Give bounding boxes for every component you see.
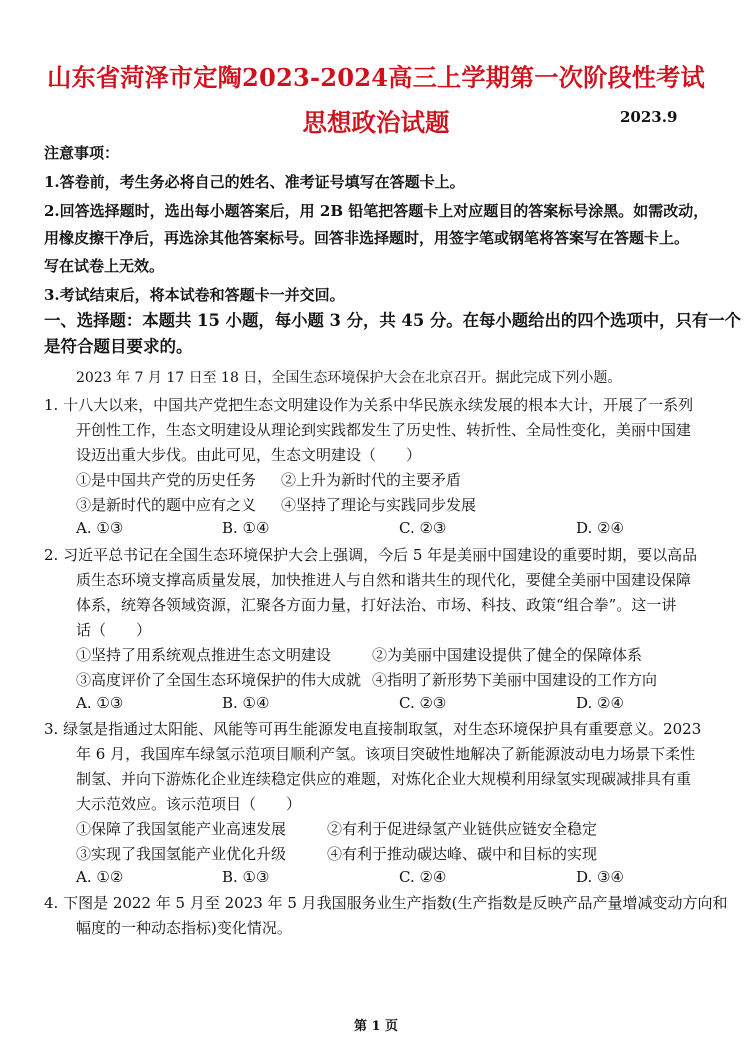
statement-option: ①保障了我国氢能产业高速发展 [76,820,287,838]
answer-choice-b[interactable]: B. ①④ [222,519,270,537]
statement-option: ④坚持了理论与实践同步发展 [281,496,477,514]
notice-heading: 注意事项： [44,144,120,162]
question-2-text: 体系，统筹各领域资源，汇聚各方面力量，打好法治、市场、科技、政策“组合拳”。这一讲 [76,596,677,614]
question-3-text: 大示范效应。该示范项目（ ） [76,795,302,813]
question-1-text: 设迈出重大步伐。由此可见，生态文明建设（ ） [76,446,422,464]
answer-choice-a[interactable]: A. ①② [76,868,124,886]
statement-option: ③高度评价了全国生态环境保护的伟大成就 [76,671,362,689]
statement-option: ③实现了我国氢能产业优化升级 [76,845,287,863]
statement-option: ②为美丽中国建设提供了健全的保障体系 [372,646,643,664]
answer-choice-b[interactable]: B. ①④ [222,694,270,712]
answer-choice-c[interactable]: C. ②③ [399,694,447,712]
question-1-text: 1. 十八大以来，中国共产党把生态文明建设作为关系中华民族永续发展的根本大计，开展了一系列 [44,396,694,414]
question-3-text: 年 6 月，我国库车绿氢示范项目顺利产氢。该项目突破性地解决了新能源波动电力场景下柔性 [76,745,696,763]
question-2-text: 质生态环境支撑高质量发展，加快推进人与自然和谐共生的现代化，要健全美丽中国建设保障 [76,571,692,589]
question-3-text: 制氢、并向下游炼化企业连续稳定供应的难题，对炼化企业大规模利用绿氢实现碳减排具有重 [76,770,692,788]
notice-item: 写在试卷上无效。 [44,257,165,275]
question-4-text: 4. 下图是 2022 年 5 月至 2023 年 5 月我国服务业生产指数(生产指数是反映产品产量增减变动方向和 [44,894,728,912]
exam-title: 山东省菏泽市定陶2023-2024高三上学期第一次阶段性考试 [47,63,705,92]
statement-option: ④有利于推动碳达峰、碳中和目标的实现 [327,845,598,863]
statement-option: ③是新时代的题中应有之义 [76,496,257,514]
answer-choice-c[interactable]: C. ②④ [399,868,447,886]
exam-date: 2023.9 [620,108,678,126]
section-heading: 一、选择题：本题共 15 小题，每小题 3 分，共 45 分。在每小题给出的四个选项中，只有一个 [44,311,742,330]
answer-choice-b[interactable]: B. ①③ [222,868,270,886]
exam-subtitle: 思想政治试题 [302,108,450,137]
material-intro: 2023 年 7 月 17 日至 18 日，全国生态环境保护大会在北京召开。据此完成下列小题。 [76,370,622,386]
notice-item: 用橡皮擦干净后，再选涂其他答案标号。回答非选择题时，用签字笔或钢笔将答案写在答题卡上。 [44,229,690,247]
notice-item: 2.回答选择题时，选出每小题答案后，用 2B 铅笔把答题卡上对应题目的答案标号涂黑。如需改动， [44,202,709,220]
answer-choice-d[interactable]: D. ②④ [576,519,624,537]
statement-option: ①是中国共产党的历史任务 [76,471,257,489]
question-3-text: 3. 绿氢是指通过太阳能、风能等可再生能源发电直接制取氢，对生态环境保护具有重要意义。2023 [44,720,702,738]
notice-item: 3.考试结束后，将本试卷和答题卡一并交回。 [44,286,345,304]
section-heading-cont: 是符合题目要求的。 [44,337,193,356]
question-1-text: 开创性工作，生态文明建设从理论到实践都发生了历史性、转折性、全局性变化，美丽中国建 [76,421,692,439]
page-number: 第 1 页 [353,1019,399,1034]
question-4-text: 幅度的一种动态指标)变化情况。 [76,919,292,937]
answer-choice-d[interactable]: D. ②④ [576,694,624,712]
statement-option: ④指明了新形势下美丽中国建设的工作方向 [372,671,658,689]
question-2-text: 2. 习近平总书记在全国生态环境保护大会上强调，今后 5 年是美丽中国建设的重要时期，要以高品 [44,546,698,564]
question-2-text: 话（ ） [76,621,152,639]
notice-item: 1.答卷前，考生务必将自己的姓名、准考证号填写在答题卡上。 [44,173,465,191]
answer-choice-a[interactable]: A. ①③ [76,694,124,712]
statement-option: ①坚持了用系统观点推进生态文明建设 [76,646,332,664]
answer-choice-c[interactable]: C. ②③ [399,519,447,537]
statement-option: ②有利于促进绿氢产业链供应链安全稳定 [327,820,598,838]
answer-choice-d[interactable]: D. ③④ [576,868,624,886]
answer-choice-a[interactable]: A. ①③ [76,519,124,537]
statement-option: ②上升为新时代的主要矛盾 [281,471,462,489]
